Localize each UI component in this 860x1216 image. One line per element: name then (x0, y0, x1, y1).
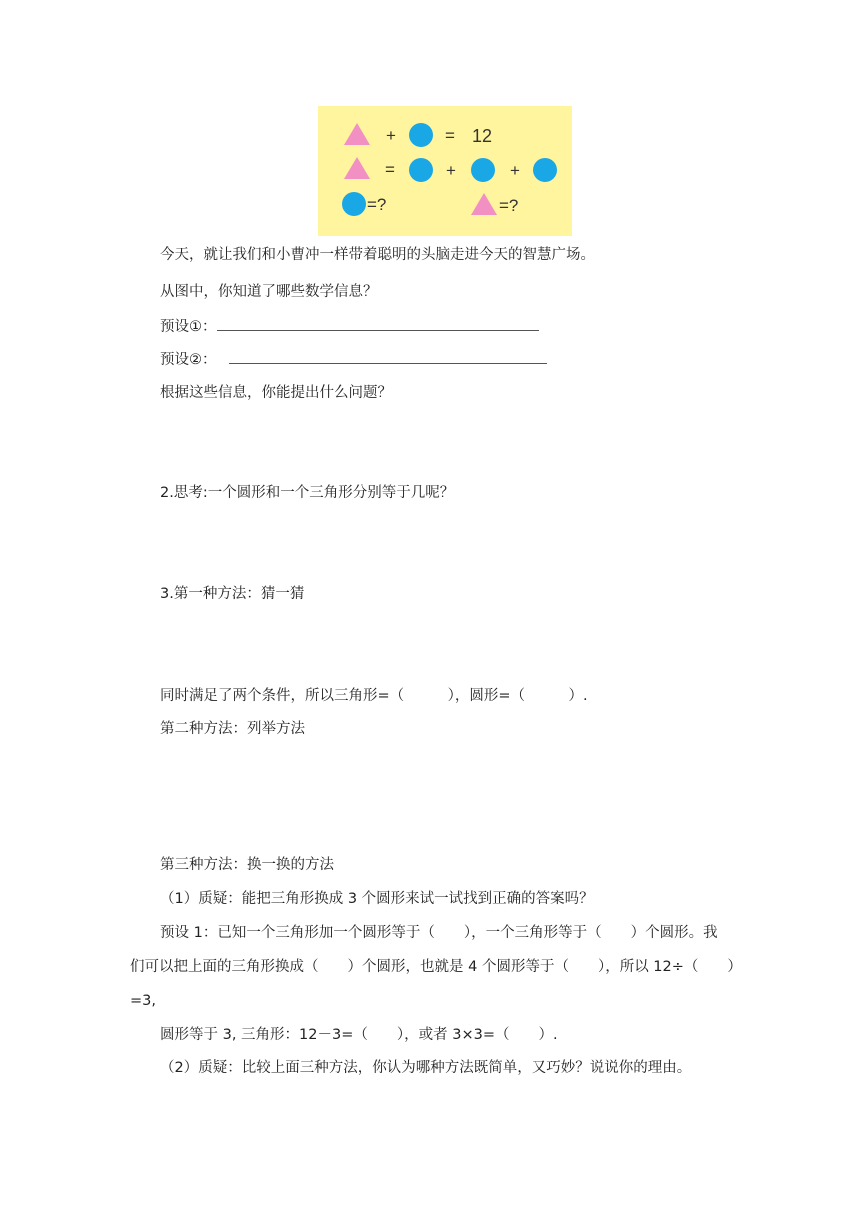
plus-sign: + (446, 161, 456, 180)
equals-sign: = (385, 160, 395, 179)
doubt-2-text: （2）质疑：比较上面三种方法，你认为哪种方法既简单，又巧妙？说说你的理由。 (160, 1060, 692, 1076)
puzzle-svg (318, 106, 572, 236)
question-triangle: =? (499, 196, 519, 215)
plus-sign: + (510, 161, 520, 180)
ask-question: 根据这些信息，你能提出什么问题？ (160, 385, 392, 401)
question-circle: =? (367, 195, 387, 214)
section-3-heading: 3.第一种方法：猜一猜 (160, 586, 305, 602)
preset-1-row (160, 316, 539, 337)
circle-shape (409, 158, 433, 182)
doubt-1-text: （1）质疑：能把三角形换成 3 个圆形来试一试找到正确的答案吗？ (160, 891, 594, 907)
triangle-shape (344, 123, 370, 145)
triangle-shape (344, 157, 370, 179)
method-3-heading: 第三种方法：换一换的方法 (160, 857, 334, 873)
result-number: 12 (472, 126, 493, 146)
section-2-heading: 2.思考:一个圆形和一个三角形分别等于几呢？ (160, 485, 455, 501)
preset-1-label: 预设①： (160, 319, 217, 335)
preset-a-line-1: 预设 1：已知一个三角形加一个圆形等于（ ），一个三角形等于（ ）个圆形。我 (160, 925, 718, 941)
triangle-shape (471, 193, 497, 215)
method-2-heading: 第二种方法：列举方法 (160, 721, 305, 737)
answer-blank[interactable] (217, 316, 539, 331)
info-question: 从图中，你知道了哪些数学信息？ (160, 284, 378, 300)
puzzle-figure (318, 106, 572, 236)
preset-a-line-3: =3, (130, 993, 156, 1009)
equals-sign: = (445, 126, 455, 145)
answer-blank[interactable] (229, 349, 547, 364)
circle-shape (533, 158, 557, 182)
preset-2-label: 预设②： (160, 352, 217, 368)
circle-shape (471, 158, 495, 182)
intro-text: 今天，就让我们和小曹冲一样带着聪明的头脑走进今天的智慧广场。 (160, 247, 595, 263)
preset-a-line-4: 圆形等于 3, 三角形：12－3=（ ），或者 3×3=（ ）. (160, 1027, 558, 1043)
preset-2-row (160, 349, 547, 370)
circle-shape (409, 123, 433, 147)
plus-sign: + (386, 126, 396, 145)
conclusion-text: 同时满足了两个条件，所以三角形=（ ），圆形=（ ）. (160, 688, 588, 704)
circle-shape (342, 192, 366, 216)
preset-a-line-2: 们可以把上面的三角形换成（ ）个圆形，也就是 4 个圆形等于（ ），所以 12÷（ ） (130, 959, 742, 975)
